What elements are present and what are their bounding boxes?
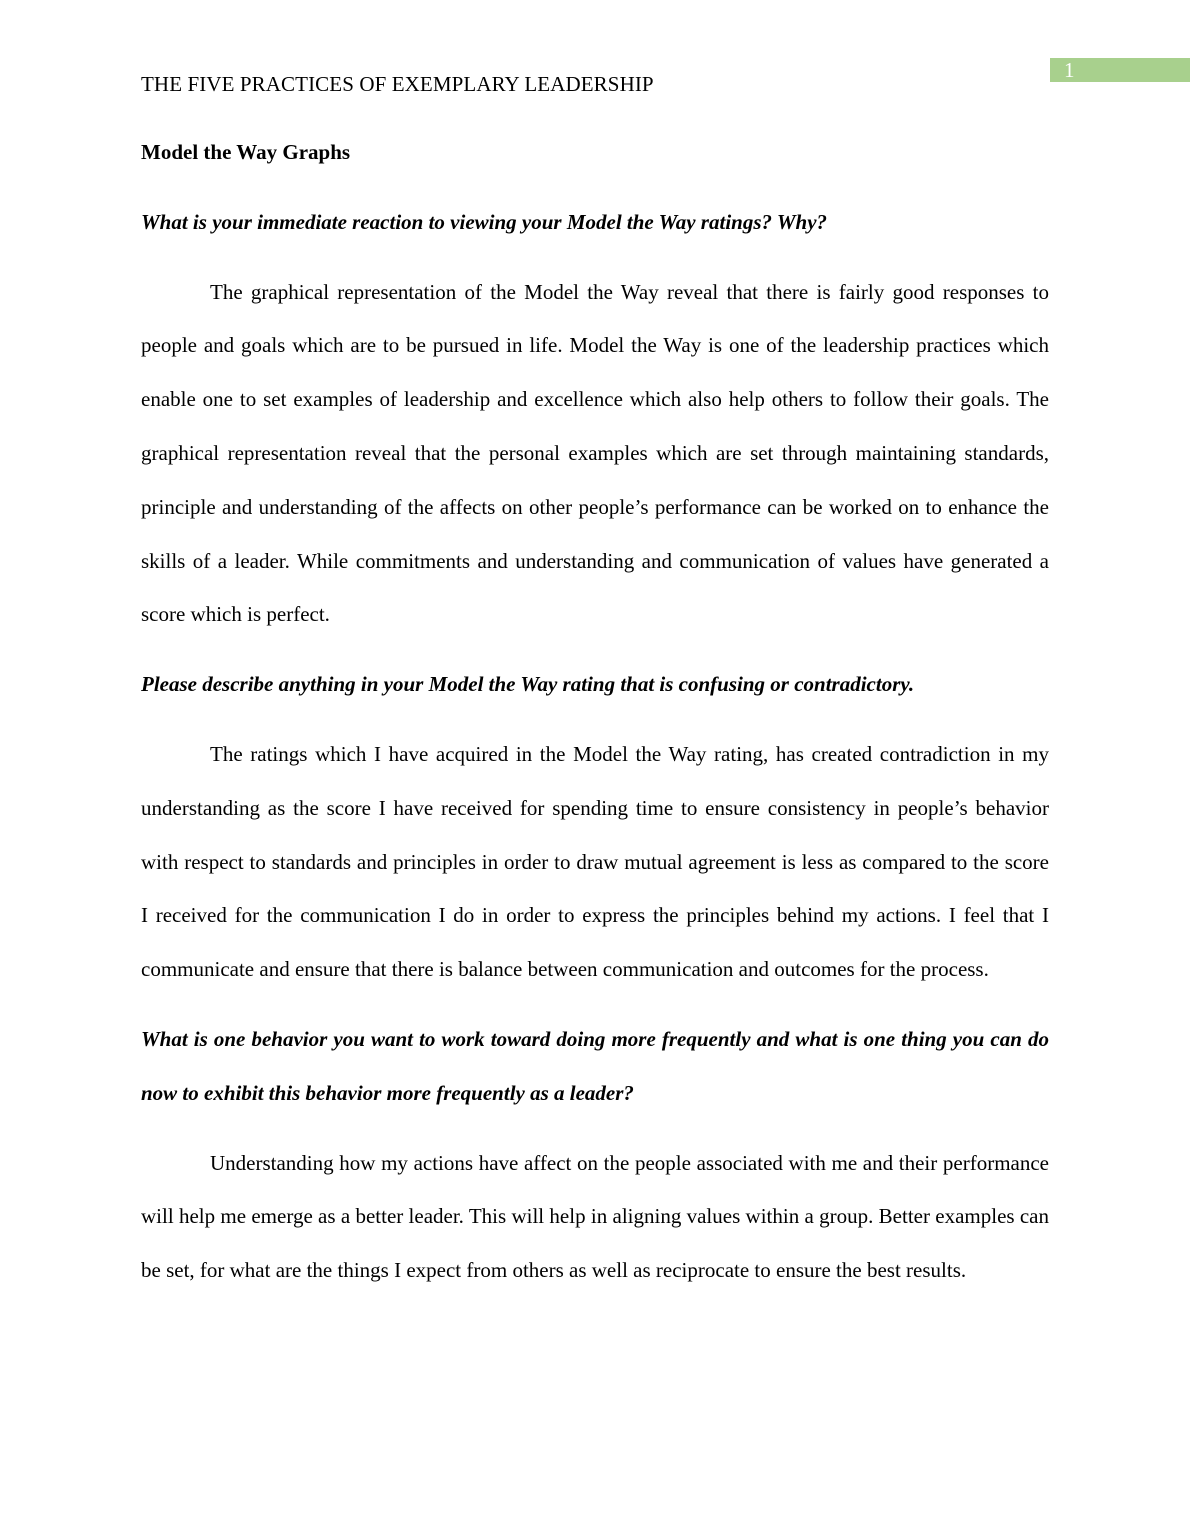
question-1: What is your immediate reaction to viewing your Model the Way ratings? Why?: [141, 209, 828, 234]
answer-2: The ratings which I have acquired in the Model the Way rating, has created contradiction in my understanding as the score I have received for spending time to ensure consistency in people’s behavior with respect to standards and principles in order to draw mutual agreement is less as compared to the score I received for the communication I do in order to express the principles behind my actions. I feel that I communicate and ensure that there is balance between communication and outcomes for the process.: [141, 741, 1049, 982]
document-body: [141, 126, 1049, 1298]
question-3: What is one behavior you want to work toward doing more frequently and what is one thing you can do now to exhibit this behavior more frequently as a leader?: [141, 1026, 1049, 1105]
answer-3: Understanding how my actions have affect on the people associated with me and their performance will help me emerge as a better leader. This will help in aligning values within a group. Better examples can be set, for what are the things I expect from others as well as reciprocate to ensure the best results.: [141, 1150, 1049, 1283]
page-number: 1: [1064, 58, 1075, 82]
page-number-box: [1050, 58, 1190, 82]
section-title: Model the Way Graphs: [141, 140, 351, 164]
running-head: THE FIVE PRACTICES OF EXEMPLARY LEADERSHIP: [141, 72, 654, 96]
question-2: Please describe anything in your Model the Way rating that is confusing or contradictory.: [141, 672, 915, 697]
answer-1: The graphical representation of the Model the Way reveal that there is fairly good responses to people and goals which are to be pursued in life. Model the Way is one of the leadership practices which enable one to set examples of leadership and excellence which also help others to follow their goals. The graphical representation reveal that the personal examples which are set through maintaining standards, principle and understanding of the affects on other people’s performance can be worked on to enhance the skills of a leader. While commitments and understanding and communication of values have generated a score which is perfect.: [141, 279, 1049, 627]
